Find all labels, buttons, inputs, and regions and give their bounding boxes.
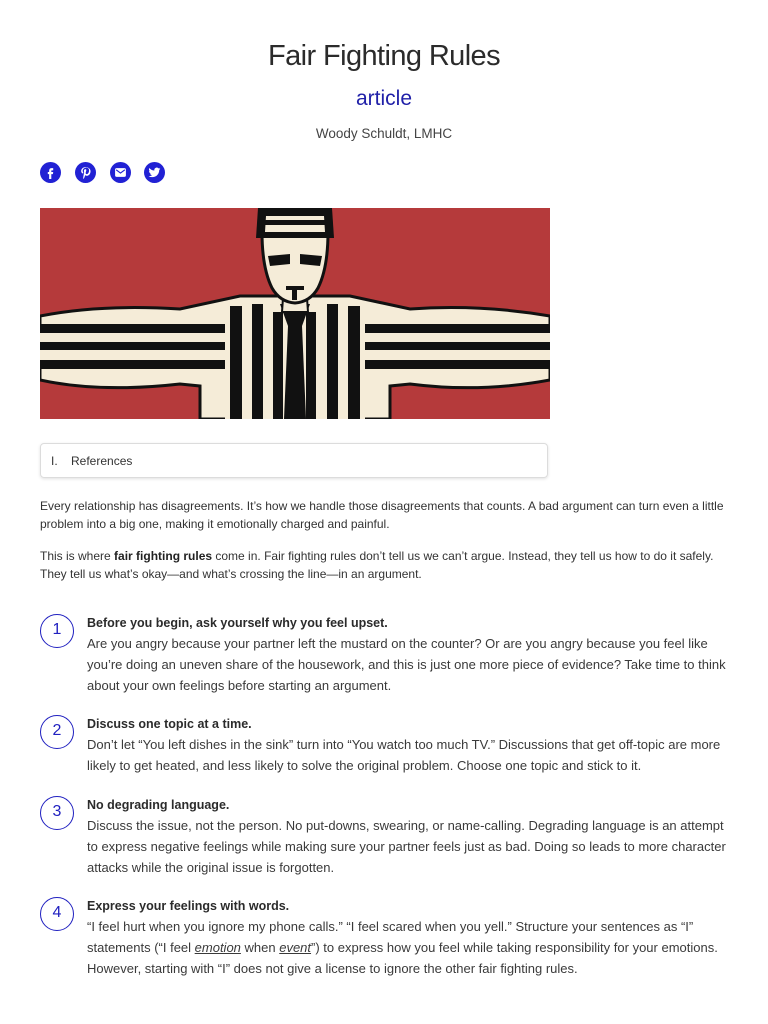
page-title: Fair Fighting Rules bbox=[268, 40, 500, 72]
facebook-share-button[interactable] bbox=[40, 162, 61, 183]
author-name: Woody Schuldt, LMHC bbox=[315, 126, 453, 141]
rule-title: Express your feelings with words. bbox=[87, 899, 290, 913]
rule-number-badge: 1 bbox=[40, 614, 74, 648]
rule-text-part: when bbox=[240, 940, 280, 955]
intro-bold-term: fair fighting rules bbox=[114, 549, 213, 563]
intro-paragraph-1: Every relationship has disagreements. It’s how we handle those disagreements that counts. A bad argument can turn even a little problem into a big one, making it emotionally charged and painful. bbox=[40, 499, 724, 531]
pinterest-share-button[interactable] bbox=[75, 162, 96, 183]
rule-text bbox=[87, 916, 732, 979]
table-of-contents bbox=[40, 443, 548, 478]
twitter-icon bbox=[148, 166, 161, 179]
rule-text: Don’t let “You left dishes in the sink” turn into “You watch too much TV.” Discussions that get off-topic are more likely to get heated, and less likely to solve the original problem. Choose one topic and stick to it. bbox=[87, 737, 721, 773]
pinterest-icon bbox=[79, 166, 92, 179]
rule-text-part: “I feel hurt when you ignore my phone calls.” “I feel scared when you yell.” Structure your sentences as “I” statements (“I feel bbox=[87, 919, 694, 955]
rule-text: Are you angry because your partner left the mustard on the counter? Or are you angry because you feel like you’re doing an uneven share of the housework, and this is just one more piece of evidence? Take time to think about your own feelings before starting an argument. bbox=[87, 636, 726, 693]
rule-title: Before you begin, ask yourself why you feel upset. bbox=[87, 616, 388, 630]
email-icon bbox=[114, 166, 127, 179]
rule-number-badge: 4 bbox=[40, 897, 74, 931]
rule-title: No degrading language. bbox=[87, 798, 230, 812]
twitter-share-button[interactable] bbox=[144, 162, 165, 183]
toc-item-number: I. bbox=[51, 454, 58, 468]
facebook-icon bbox=[44, 166, 57, 179]
article-type-label[interactable]: article bbox=[355, 87, 413, 110]
toc-item-references[interactable]: References bbox=[71, 454, 133, 468]
placeholder-emotion: emotion bbox=[194, 940, 241, 955]
rule-number-badge: 2 bbox=[40, 715, 74, 749]
rule-text: Discuss the issue, not the person. No put-downs, swearing, or name-calling. Degrading language is an attempt to express negative feelings while making sure your partner feels just as bad. Doing so leads to more character attacks while the original issue is forgotten. bbox=[87, 818, 726, 875]
hero-image-referee bbox=[40, 208, 550, 419]
rule-number-badge: 3 bbox=[40, 796, 74, 830]
intro-paragraph-2 bbox=[40, 547, 730, 583]
rule-text-part: ”) to express how you feel while taking responsibility for your emotions. However, starting with “I” does not give a license to ignore the other fair fighting rules. bbox=[87, 940, 718, 976]
intro-text-end: come in. Fair fighting rules don’t tell us we can’t argue. Instead, they tell us how to do it safely. They tell us what’s okay—and what’s crossing the line—in an argument. bbox=[40, 549, 714, 581]
placeholder-event: event bbox=[279, 940, 312, 955]
intro-text-start: This is where bbox=[40, 549, 115, 563]
rule-title: Discuss one topic at a time. bbox=[87, 717, 252, 731]
email-share-button[interactable] bbox=[110, 162, 131, 183]
